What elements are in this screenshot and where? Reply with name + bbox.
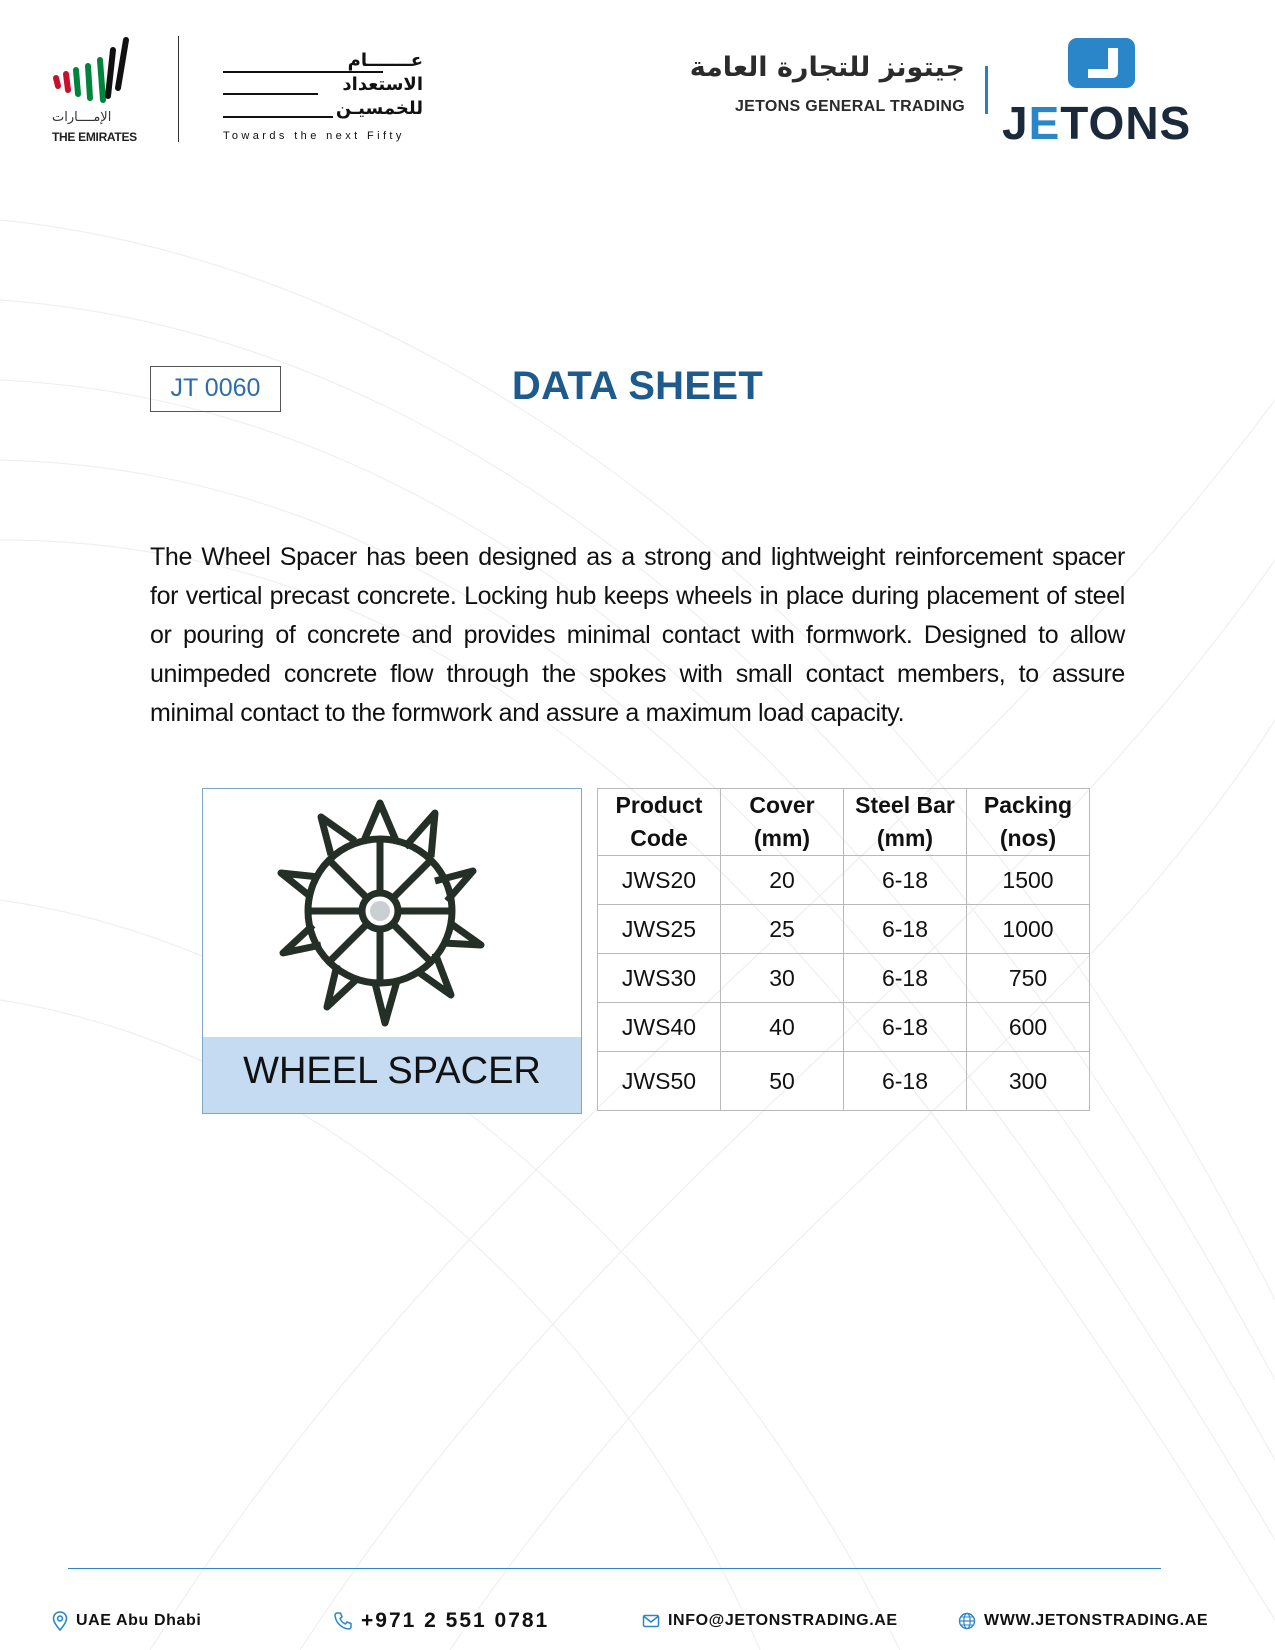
footer-phone[interactable] xyxy=(333,1609,549,1633)
fifty-arabic-line-2: الاستعداد xyxy=(342,74,423,95)
product-spec-table xyxy=(597,788,1090,1111)
table-row xyxy=(598,1003,1090,1052)
emirates-arabic-text: الإمــــارات xyxy=(52,110,112,125)
packing-cell: 300 xyxy=(967,1052,1090,1111)
packing-cell: 600 xyxy=(967,1003,1090,1052)
phone-icon xyxy=(333,1611,353,1631)
wordmark-letters: TONS xyxy=(1060,97,1192,149)
wheel-spacer-icon xyxy=(275,793,485,1033)
footer-divider xyxy=(68,1568,1161,1569)
packing-cell: 750 xyxy=(967,954,1090,1003)
the-emirates-logo xyxy=(50,36,150,146)
page-title: DATA SHEET xyxy=(511,364,764,408)
product-code-cell: JWS25 xyxy=(598,905,721,954)
cover-cell: 50 xyxy=(721,1052,844,1111)
product-code-cell: JWS50 xyxy=(598,1052,721,1111)
cover-cell: 25 xyxy=(721,905,844,954)
wordmark-letter: J xyxy=(1002,97,1029,149)
fifty-arabic-line-3: للخمسيـن xyxy=(335,98,423,119)
fifty-english-text: Towards the next Fifty xyxy=(223,130,405,142)
logo-rule xyxy=(223,116,333,118)
jetons-j-logo-icon xyxy=(1068,38,1135,88)
table-header-row xyxy=(598,789,1090,856)
company-name-english: JETONS GENERAL TRADING xyxy=(734,98,965,115)
globe-icon xyxy=(958,1612,976,1630)
steel-bar-cell: 6-18 xyxy=(844,856,967,905)
document-code: JT 0060 xyxy=(150,366,281,412)
email-icon xyxy=(642,1612,660,1630)
product-code-cell: JWS40 xyxy=(598,1003,721,1052)
header-line: (nos) xyxy=(999,825,1057,851)
header-line: (mm) xyxy=(876,825,934,851)
jetons-wordmark xyxy=(1002,96,1191,150)
cover-cell: 30 xyxy=(721,954,844,1003)
column-header-steel-bar xyxy=(844,789,967,856)
column-header-product-code xyxy=(598,789,721,856)
header-divider xyxy=(178,36,179,142)
product-description: The Wheel Spacer has been designed as a strong and lightweight reinforcement spacer for vertical precast concrete. Locking hub keeps wheels in place during placement of steel or pouring of concrete and provides minimal contact with formwork. Designed to allow unimpeded concrete flow through the spokes with small contact members, to assure minimal contact to the formwork and assure a maximum load capacity. xyxy=(150,543,1125,727)
product-code-cell: JWS30 xyxy=(598,954,721,1003)
company-name-arabic: جيتونز للتجارة العامة xyxy=(689,52,965,83)
location-text: UAE Abu Dhabi xyxy=(76,1612,202,1629)
emirates-flag-bars-icon xyxy=(50,36,140,108)
year-of-fifty-logo xyxy=(223,46,423,146)
location-pin-icon xyxy=(52,1611,68,1631)
footer-website[interactable] xyxy=(958,1609,1208,1633)
header-line: Packing xyxy=(983,792,1073,818)
product-code-cell: JWS20 xyxy=(598,856,721,905)
footer-email[interactable] xyxy=(642,1609,898,1633)
header-line: (mm) xyxy=(753,825,811,851)
header-line: Cover xyxy=(749,792,815,818)
steel-bar-cell: 6-18 xyxy=(844,1052,967,1111)
cover-cell: 40 xyxy=(721,1003,844,1052)
column-header-cover xyxy=(721,789,844,856)
table-row xyxy=(598,905,1090,954)
table-row xyxy=(598,1052,1090,1111)
column-header-packing xyxy=(967,789,1090,856)
steel-bar-cell: 6-18 xyxy=(844,905,967,954)
header-line: Product xyxy=(615,792,703,818)
packing-cell: 1500 xyxy=(967,856,1090,905)
logo-rule xyxy=(223,71,383,73)
phone-text: +971 2 551 0781 xyxy=(361,1609,550,1632)
emirates-english-text: THE EMIRATES xyxy=(52,130,137,144)
fifty-arabic-line-1: عـــــــام xyxy=(347,50,423,71)
header-line: Steel Bar xyxy=(855,792,955,818)
table-row xyxy=(598,954,1090,1003)
brand-divider xyxy=(985,66,988,114)
steel-bar-cell: 6-18 xyxy=(844,1003,967,1052)
email-text: INFO@JETONSTRADING.AE xyxy=(668,1612,898,1629)
wordmark-letter-e: E xyxy=(1028,97,1061,149)
website-text: WWW.JETONSTRADING.AE xyxy=(984,1612,1209,1629)
packing-cell: 1000 xyxy=(967,905,1090,954)
cover-cell: 20 xyxy=(721,856,844,905)
steel-bar-cell: 6-18 xyxy=(844,954,967,1003)
product-image-card xyxy=(202,788,582,1114)
footer-location xyxy=(52,1609,201,1633)
header-line: Code xyxy=(630,825,688,851)
product-label: WHEEL SPACER xyxy=(203,1037,581,1113)
table-row xyxy=(598,856,1090,905)
logo-rule xyxy=(223,93,318,95)
